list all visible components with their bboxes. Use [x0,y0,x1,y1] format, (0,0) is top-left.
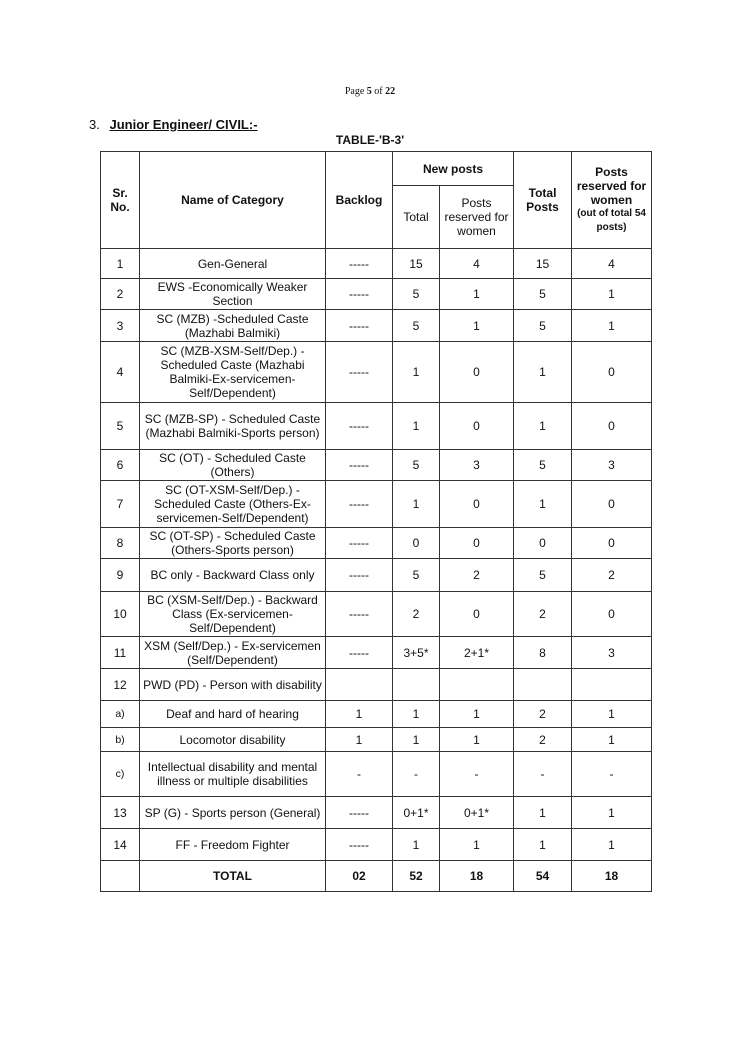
cell-backlog: 02 [326,861,393,892]
cell-backlog: ----- [326,528,393,559]
cell-new-total: 1 [393,481,440,528]
cell-new-women: 0 [440,481,514,528]
table-row [101,342,652,403]
cell-sr: 5 [101,403,140,450]
cell-total-posts: - [514,752,572,797]
cell-category: Deaf and hard of hearing [140,701,326,728]
page-current: 5 [366,86,372,97]
table-row [101,403,652,450]
table-row [101,528,652,559]
cell-new-total: 5 [393,450,440,481]
cell-new-women [440,669,514,701]
page-number [0,86,740,97]
cell-category: FF - Freedom Fighter [140,829,326,861]
cell-category: BC (XSM-Self/Dep.) - Backward Class (Ex-servicemen-Self/Dependent) [140,592,326,637]
cell-backlog: ----- [326,450,393,481]
section-number: 3. [89,117,100,132]
cell-backlog: ----- [326,559,393,592]
cell-category: BC only - Backward Class only [140,559,326,592]
cell-sr: 13 [101,797,140,829]
section-title: Junior Engineer/ CIVIL:- [109,117,258,132]
cell-new-women: 1 [440,310,514,342]
cell-posts-reserved: 1 [572,728,652,752]
cell-sr: 10 [101,592,140,637]
table-row [101,701,652,728]
cell-new-total: 5 [393,559,440,592]
header-posts-reserved-note: (out of total 54 posts) [577,208,646,233]
header-category: Name of Category [140,152,326,249]
cell-posts-reserved: 2 [572,559,652,592]
cell-total-posts: 54 [514,861,572,892]
cell-total-posts: 2 [514,592,572,637]
cell-new-women: 3 [440,450,514,481]
cell-backlog [326,669,393,701]
cell-total-posts: 1 [514,342,572,403]
cell-total-posts: 1 [514,403,572,450]
page-total: 22 [385,86,396,97]
cell-total-posts: 8 [514,637,572,669]
cell-sr: 2 [101,279,140,310]
table-row [101,481,652,528]
header-sr: Sr. No. [101,152,140,249]
cell-backlog: ----- [326,403,393,450]
cell-category: PWD (PD) - Person with disability [140,669,326,701]
page-of: of [374,86,383,97]
table-row [101,310,652,342]
cell-backlog: ----- [326,342,393,403]
cell-posts-reserved: 0 [572,592,652,637]
cell-new-women: - [440,752,514,797]
table-row [101,669,652,701]
cell-new-total: 5 [393,310,440,342]
cell-category: SC (MZB) -Scheduled Caste (Mazhabi Balmiki) [140,310,326,342]
cell-category: SC (MZB-SP) - Scheduled Caste (Mazhabi Balmiki-Sports person) [140,403,326,450]
table-row [101,797,652,829]
cell-new-total: 1 [393,403,440,450]
cell-total-posts [514,669,572,701]
table-row [101,279,652,310]
cell-total-posts: 1 [514,797,572,829]
cell-posts-reserved [572,669,652,701]
cell-sr [101,861,140,892]
cell-sr: 1 [101,249,140,279]
cell-new-total [393,669,440,701]
cell-new-women: 0 [440,528,514,559]
cell-category: Locomotor disability [140,728,326,752]
table-title: TABLE-'B-3' [335,133,405,147]
cell-total-posts: 5 [514,559,572,592]
cell-new-total: 52 [393,861,440,892]
cell-new-women: 2+1* [440,637,514,669]
cell-new-women: 1 [440,279,514,310]
cell-new-total: 1 [393,342,440,403]
cell-category: SC (OT-SP) - Scheduled Caste (Others-Sports person) [140,528,326,559]
cell-posts-reserved: 1 [572,701,652,728]
cell-sr: c) [101,752,140,797]
cell-category: EWS -Economically Weaker Section [140,279,326,310]
cell-posts-reserved: 1 [572,310,652,342]
cell-posts-reserved: - [572,752,652,797]
section-heading [89,117,258,132]
table-row [101,728,652,752]
cell-backlog: ----- [326,829,393,861]
table-row [101,829,652,861]
cell-new-total: 2 [393,592,440,637]
cell-sr: 6 [101,450,140,481]
cell-sr: a) [101,701,140,728]
cell-posts-reserved: 0 [572,528,652,559]
cell-posts-reserved: 1 [572,279,652,310]
cell-new-women: 0 [440,342,514,403]
cell-sr: 11 [101,637,140,669]
table-row [101,450,652,481]
cell-category: SP (G) - Sports person (General) [140,797,326,829]
table-row [101,592,652,637]
cell-new-total: 5 [393,279,440,310]
cell-new-women: 2 [440,559,514,592]
cell-posts-reserved: 3 [572,637,652,669]
cell-posts-reserved: 3 [572,450,652,481]
cell-total-posts: 0 [514,528,572,559]
cell-new-women: 1 [440,728,514,752]
cell-category: SC (OT-XSM-Self/Dep.) - Scheduled Caste (Others-Ex-servicemen-Self/Dependent) [140,481,326,528]
cell-total-posts: 1 [514,829,572,861]
cell-category: Gen-General [140,249,326,279]
page-prefix: Page [344,86,365,97]
cell-new-women: 1 [440,701,514,728]
cell-sr: 8 [101,528,140,559]
cell-category: XSM (Self/Dep.) - Ex-servicemen (Self/Dependent) [140,637,326,669]
posts-table [100,151,652,892]
cell-sr: 3 [101,310,140,342]
table-total-row [101,861,652,892]
cell-backlog: ----- [326,481,393,528]
cell-backlog: - [326,752,393,797]
cell-backlog: ----- [326,637,393,669]
cell-backlog: 1 [326,701,393,728]
cell-new-total: 15 [393,249,440,279]
cell-total-posts: 1 [514,481,572,528]
cell-total-posts: 5 [514,310,572,342]
cell-sr: 9 [101,559,140,592]
cell-posts-reserved: 4 [572,249,652,279]
cell-new-total: 1 [393,728,440,752]
cell-new-total: - [393,752,440,797]
cell-new-total: 0 [393,528,440,559]
table-row [101,752,652,797]
cell-total-posts: 5 [514,450,572,481]
cell-category: SC (OT) - Scheduled Caste (Others) [140,450,326,481]
header-new-posts: New posts [393,152,514,186]
header-posts-reserved [572,152,652,249]
cell-sr: b) [101,728,140,752]
header-new-total: Total [393,186,440,249]
header-posts-reserved-label: Posts reserved for women [576,165,647,207]
cell-new-total: 1 [393,829,440,861]
cell-posts-reserved: 18 [572,861,652,892]
cell-backlog: ----- [326,797,393,829]
cell-new-women: 0+1* [440,797,514,829]
cell-backlog: ----- [326,592,393,637]
cell-posts-reserved: 0 [572,342,652,403]
cell-new-women: 0 [440,592,514,637]
cell-category: SC (MZB-XSM-Self/Dep.) - Scheduled Caste (Mazhabi Balmiki-Ex-servicemen-Self/Dependent) [140,342,326,403]
cell-new-total: 0+1* [393,797,440,829]
cell-new-women: 1 [440,829,514,861]
cell-posts-reserved: 1 [572,829,652,861]
cell-backlog: ----- [326,249,393,279]
cell-posts-reserved: 1 [572,797,652,829]
cell-sr: 12 [101,669,140,701]
cell-new-women: 0 [440,403,514,450]
header-new-women: Posts reserved for women [440,186,514,249]
cell-total-posts: 5 [514,279,572,310]
cell-posts-reserved: 0 [572,403,652,450]
cell-backlog: ----- [326,310,393,342]
cell-sr: 4 [101,342,140,403]
cell-backlog: ----- [326,279,393,310]
cell-backlog: 1 [326,728,393,752]
table-row [101,637,652,669]
cell-posts-reserved: 0 [572,481,652,528]
cell-new-total: 3+5* [393,637,440,669]
cell-new-women: 4 [440,249,514,279]
cell-new-total: 1 [393,701,440,728]
table-row [101,559,652,592]
header-backlog: Backlog [326,152,393,249]
cell-category: TOTAL [140,861,326,892]
table-row [101,249,652,279]
cell-total-posts: 15 [514,249,572,279]
cell-new-women: 18 [440,861,514,892]
header-total-posts: Total Posts [514,152,572,249]
cell-total-posts: 2 [514,701,572,728]
cell-total-posts: 2 [514,728,572,752]
cell-category: Intellectual disability and mental illness or multiple disabilities [140,752,326,797]
cell-sr: 14 [101,829,140,861]
cell-sr: 7 [101,481,140,528]
